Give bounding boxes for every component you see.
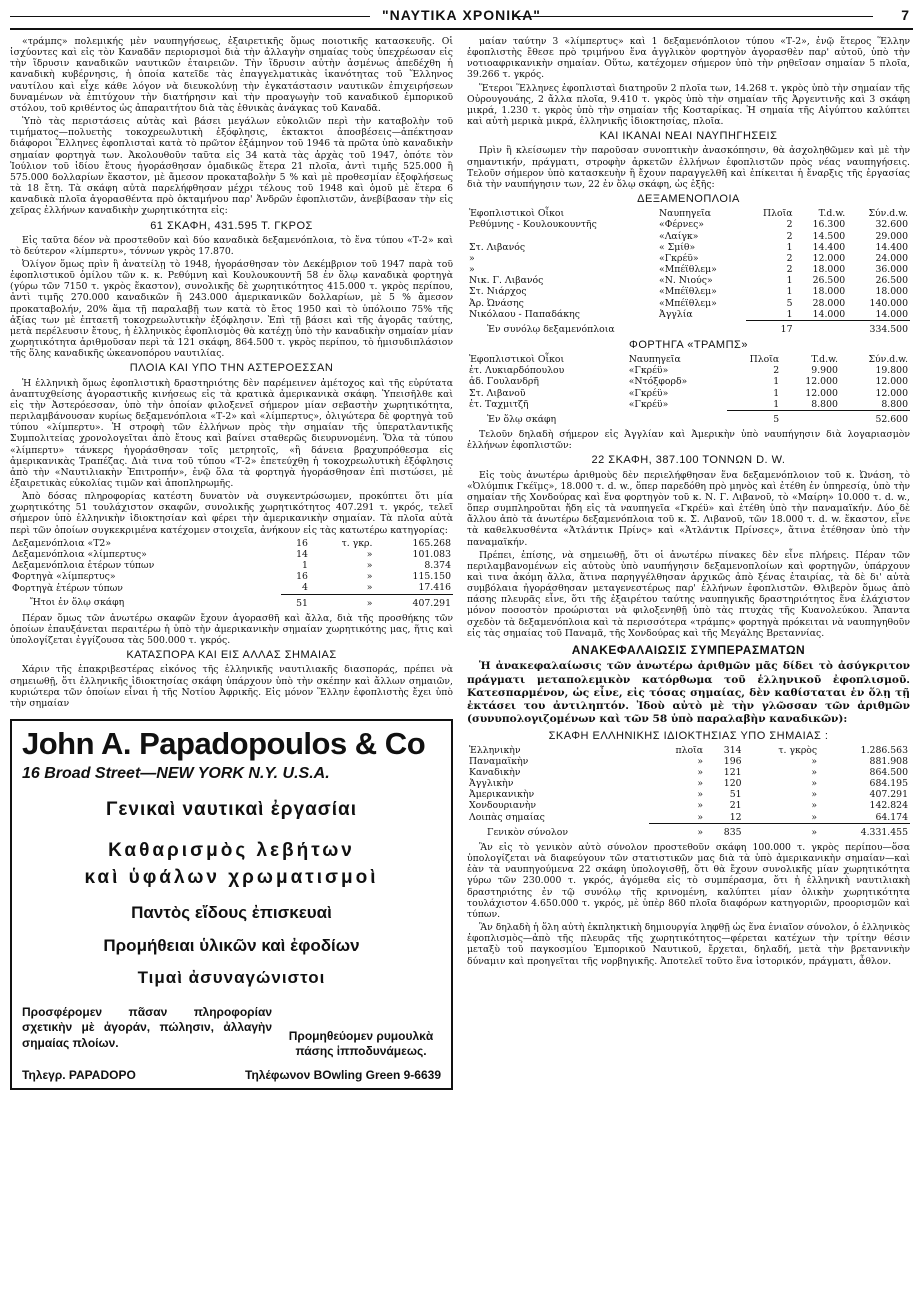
cell: 2 (786, 230, 793, 242)
cell: 1 (302, 560, 308, 572)
table-total-row (467, 320, 910, 335)
subheading: ΣΚΑΦΗ ΕΛΛΗΝΙΚΗΣ ΙΔΙΟΚΤΗΣΙΑΣ ΥΠΟ ΣΗΜΑΙΑΣ : (548, 729, 829, 742)
advertisement (10, 719, 453, 1090)
table-row (467, 219, 910, 230)
cell: 2 (786, 264, 793, 276)
cell: 165.268 (412, 537, 451, 549)
table-row (467, 756, 910, 767)
table-row (467, 767, 910, 778)
table-row (467, 812, 910, 824)
cell: 5 (727, 410, 781, 425)
cell: 12.000 (875, 376, 908, 388)
subheading: ΔΕΞΑΜΕΝΟΠΛΟΙΑ (637, 193, 740, 206)
cell: Φορτηγὰ ἑτέρων τύπων (12, 582, 123, 594)
table-row: Δεξαμενόπλοια «λίμπερτυς» 14 » 101.083 (12, 548, 451, 560)
cell: 120 (723, 778, 742, 790)
cell: » (469, 252, 475, 264)
cell: 1 (786, 308, 793, 320)
cell: Ρεθύμνης - Κουλουκουντῆς (469, 219, 597, 231)
table-total-row (467, 410, 910, 425)
column-header: Ναυπηγεῖα (628, 354, 681, 366)
table-row: Δεξαμενόπλοια ἑτέρων τύπων 1 » 8.374 (12, 560, 451, 572)
cell: Ἐν συνόλῳ δεξαμενόπλοια (487, 323, 615, 335)
cell: 64.174 (875, 811, 908, 823)
table-row (467, 745, 910, 756)
column-header: T.d.w. (811, 354, 838, 366)
cell: 835 (705, 823, 743, 838)
cell: 121 (723, 767, 742, 778)
cell: 18.000 (875, 286, 908, 298)
unit: τ. γκρ. (341, 537, 373, 549)
table-row: Φορτηγὰ ἑτέρων τύπων 4 » 17.416 (12, 582, 451, 594)
cell: 12.000 (875, 387, 908, 399)
table-row (467, 264, 910, 275)
cell: Στ. Λιβανός (469, 241, 526, 253)
table-row (467, 388, 910, 399)
page-number: 7 (901, 7, 909, 23)
paragraph: Πέραν ὅμως τῶν ἀνωτέρω σκαφῶν ἔχουν ἀγορασθῆ καὶ ἄλλα, διὰ τῆς προσθήκης τῶν ὁποίων ἐπαυξάνεται περαιτέρω ἡ ὑπὸ τὴν ἀμερικανικὴν σημαίαν χωρητικότης μας, ἥτις καὶ ὑπολογίζεται ἐγγίζουσα τὰς 500.000 τ. γκρός. (10, 612, 453, 647)
cell: Χονδουριανὴν (469, 800, 536, 812)
paragraph: Εἰς τοὺς ἀνωτέρω ἀριθμοὺς δὲν περιελήφθησαν ἕνα δεξαμενόπλοιον τοῦ κ. Ὠνάση, τὸ «Ὀλύμπικ Γκέϊμς», 18.000 τ. d. w., ὅπερ παρεδόθη πρὸ μηνὸς καὶ ἐτέθη ἐν ὑπηρεσίᾳ, ὑπὸ τὴν σημαίαν τῆς Χονδούρας καὶ ἕνα φορτηγὸν τοῦ κ. Ν. Γ. Λιβανοῦ, τὸ «Μαίρη» 10.000 τ. d. w., ὅπερ συμπληροῦται ἤδη εἰς τὰ ναυπηγεῖα «Γκρέϋ» καὶ ἐτέθη ὑπὸ τὴν παναμαϊκήν. Δύο δὲ ἄλλου ἀπὸ τὰ ἀνωτέρω δεξαμενόπλοια τοῦ κ. Σ. Λιβανοῦ, τῶν 18.000 τ. d. w. ἕκαστον, εἶνε τὰ καθελκυσθέντα «Ἀτλάντικ Πρίνς» καὶ «Ἀτλάντικ Πρίνσες», ἅτινα ἐτέθησαν ὑπὸ τὴν παναμαϊκήν. (467, 469, 910, 548)
table-row (467, 231, 910, 242)
cell: » (811, 811, 818, 823)
table-row (467, 778, 910, 789)
table-total-row: Ἤτοι ἐν ὅλῳ σκάφη 51 » 407.291 (10, 594, 453, 609)
cell: « Σμίθ» (659, 241, 696, 253)
table-row (467, 253, 910, 264)
cell: 115.150 (412, 571, 451, 583)
paragraph: Ἂν δηλαδὴ ἡ ὅλη αὐτὴ ἐκπληκτικὴ δημιουργία ληφθῇ ὡς ἕνα ἑνιαῖον σύνολον, ὁ ἑλληνικὸς ἐφοπλισμὸς—ἀπὸ τῆς πλευρᾶς τῆς χωρητικότητος—φέρεται κατέχων τὴν τρίτην θέσιν μεταξὺ τοῦ παγκοσμίου Ἐμπορικοῦ Ναυτικοῦ, ἔρχεται, δηλαδή, μετὰ τὴν βρεταννικὴν δύναμιν καὶ προηγεῖται τῆς νορβηγικῆς. Ἀποτελεῖ τοῦτο ἕνα ἱστορικόν, πράγματι, ἆθλον. (467, 922, 910, 967)
cell: 4.331.455 (819, 823, 910, 838)
cell: 29.000 (875, 230, 908, 242)
paragraph: μαίαν ταύτην 3 «λίμπερτυς» καὶ 1 δεξαμενόπλοιον τύπου «Τ-2», ἐνῷ ἕτερος Ἕλλην ἐφοπλιστὴς ἔθεσε πρὸ τριμήνου ἕνα ἀγγλικὸν φορτηγὸν ἀγορασθὲν παρ' αὐτοῦ, ὑπὸ τὴν νοτιοαφρικανικὴν σημαίαν. Οὕτω, κατέχομεν σήμερον ὑπὸ τὴν ρηθεῖσαν σημαίαν 5 πλοῖα, 39.266 τ. γκρός. (467, 36, 910, 81)
cell: Δεξαμενόπλοια «Τ2» (12, 537, 112, 549)
ad-address: 16 Broad Street—NEW YORK N.Y. U.S.A. (22, 765, 330, 783)
cell: 8.374 (424, 560, 451, 572)
cell: 28.000 (812, 297, 846, 309)
cell: Δεξαμενόπλοια ἑτέρων τύπων (12, 560, 155, 572)
column-header: Ἐφοπλιστικοὶ Οἶκοι (469, 354, 565, 366)
cell: » (811, 778, 818, 790)
cell: «Γκρέϋ» (628, 365, 669, 377)
cell: 32.600 (875, 219, 908, 231)
column-header: Πλοῖα (749, 354, 780, 366)
cell: 864.500 (869, 767, 908, 778)
paragraph: «τράμπς» πολεμικής μὲν ναυπηγήσεως, ἐξαιρετικῆς ὅμως ποιοτικῆς κατασκευῆς. Οἱ ἰσχύοντες καὶ εἰς τὸν Καναδᾶν περιορισμοὶ διὰ τὴν ἀλλαγὴν σημαίας τοὺς ὑπεχρέωσαν εἰς τὴν ἵδρυσιν καναδικῶν ναυτικῶν ἑταιρειῶν. Τὴν ἵδρυσιν αὐτὴν ἀσμένως ἀπεδέχθη ἡ καναδικὴ κυβέρνησις, ἡ ὁποία κατεῖδε τὰς ἐπαγγελματικὰς ἱκανότητας τοῦ Ἕλληνος ναυτίλου καὶ εἶχε κάθε λόγον νὰ διευκολύνῃ τὴν ἐγκατάστασιν ναυτικῶν ἐπιχειρήσεων δυναμένων νὰ ἐπιτύχουν τὴν διατήρησιν καὶ τὴν προαγωγὴν τοῦ καναδικοῦ ἐμπορικοῦ στόλου, τοῦ κριθέντος ὡς ἀπαραιτήτου διὰ τὰς ἐθνικὰς ἀνάγκας τοῦ Καναδᾶ. (10, 36, 453, 114)
cell: 51 (281, 594, 310, 609)
paragraph: Εἰς ταῦτα δέον νὰ προστεθοῦν καὶ δύο καναδικὰ δεξαμενόπλοια, τὸ ἕνα τύπου «Τ-2» καὶ τὸ δεύτερον «λίμπερτυ», τόννων γκρὸς 17.870. (10, 234, 453, 257)
paragraph: Ὀλίγον ὅμως πρὶν ἢ ἀνατείλῃ τὸ 1948, ἠγοράσθησαν τὸν Δεκέμβριον τοῦ 1947 παρὰ τοῦ ἐφοπλιστικοῦ ὁμίλου τῶν κ. κ. Ρεθύμνη καὶ Κουλουκουντῆ 58 ἐν ὅλῳ καναδικὰ φορτηγὰ (γύρω τῶν 7150 τ. γκρὸς ἕκαστον), συνολικῆς δὲ χωρητικότητος 415.000 τ. γκρὸς περίπου, ἀντὶ τιμῆς 270.000 καναδικῶν ἢ 243.000 ἀμερικανικῶν δολλαρίων, μὲ 5 % ἄμεσον προκαταβολήν, 20% ἅμα τῇ παραλαβῇ των κατὰ τὸ ἔτος 1950 καὶ τὸ ὑπόλοιπο 75% τῆς ἀξίας των μὲ ἐπταετῆ τοκοχρεωλυτικὴν ἐξόφλησιν. Ἐπὶ τῇ βάσει καὶ τῆς ἀγορᾶς ταύτης, μετὰ περέλευσιν ἔτους, ἡ ἑλληνικὸς ἐφοπλισμὸς θὰ κατέχῃ ὑπὸ τὴν καναδικὴν σημαίαν μίαν χωρητικότητα ἀριθμοῦσαν περὶ τὰ 121 σκάφη, 864.500 τ. γκρὸς περίπου, τὸ ἡμισυδιπλάσιον τῆς ὅλης καναδικῆς ὠκεανοπόρου ναυτιλίας. (10, 259, 453, 360)
cell: 19.800 (875, 365, 908, 377)
table-header-row (467, 354, 910, 365)
paragraph: Ἡ ἀνακεφαλαίωσις τῶν ἀνωτέρω ἀριθμῶν μᾶς δίδει τὸ ἀσύγκριτον πράγματι μεταπολεμικὸν κατόρθωμα τοῦ ἑλληνικοῦ ἐφοπλισμοῦ. Κατεσπαρμένον, ὡς εἶνε, εἰς τόσας σημαίας, δὲν καθίσταται ἐν ὅλῃ τῇ ἐκτάσει του ἀντιληπτόν. Ἰδοὺ αὐτὸ μὲ τὴν γλῶσσαν τῶν ἀριθμῶν (συνυπολογιζομένων καὶ τῶν 58 ὑπὸ παραλαβὴν καναδικῶν): (467, 660, 910, 726)
table-row (10, 538, 453, 549)
subheading: ΚΑΤΑΣΠΟΡΑ ΚΑΙ ΕΙΣ ΑΛΛΑΣ ΣΗΜΑΙΑΣ (126, 649, 337, 662)
cell: Ἀμερικανικὴν (469, 789, 535, 801)
table-row (467, 298, 910, 309)
cell: » (811, 789, 818, 801)
table-row (467, 275, 910, 286)
column-header: Σύν.d.w. (868, 208, 908, 220)
cell: 881.908 (869, 755, 908, 767)
table-total-row: Γενικὸν σύνολον » 835 » 4.331.455 (467, 823, 910, 838)
subheading: ΚΑΙ ΙΚΑΝΑΙ ΝΕΑΙ ΝΑΥΠΗΓΗΣΕΙΣ (599, 130, 778, 143)
cell: «Μπέϊθλεμ» (659, 297, 717, 309)
right-column (467, 36, 910, 1291)
ad-telegraph: Τηλεγρ. PAPADOPO (22, 1067, 136, 1082)
cell: «Γκρέϋ» (628, 399, 669, 411)
paragraph: Χάριν τῆς ἐπακριβεστέρας εἰκόνος τῆς ἑλληνικῆς ναυτιλιακῆς διασποράς, πρέπει νὰ σημειωθῇ, ὅτι ἑλληνικῆς ἰδιοκτησίας σκάφη ὑπάρχουν ὑπὸ τὴν σκέπην καὶ ἄλλων σημαιῶν, κυριώτερα τῶν ὁποίων εἶναι ἡ τῆς Νοτίου Ἀφρικῆς. Εἰς μόνον Ἕλλην ἐφοπλιστὴς ἔχει ὑπὸ τὴν σημαίαν (10, 664, 453, 709)
cell: ἐτ. Ταχμιτζῆ (469, 399, 529, 411)
ad-line-part: καὶ ὑφάλων χρωματισμοὶ (84, 866, 379, 888)
cell: 36.000 (875, 264, 908, 276)
column-header: Ἐφοπλιστικοὶ Οἶκοι (469, 208, 565, 220)
column-header: T.d.w. (818, 208, 846, 220)
cell: Νικόλαου - Παπαδάκης (469, 308, 580, 320)
cell: 24.000 (875, 252, 908, 264)
cell: 16 (296, 571, 308, 583)
ad-line-part: Καθαρισμὸς λεβήτων (108, 840, 355, 862)
cell: 26.500 (875, 275, 908, 287)
cell: 684.195 (869, 778, 908, 790)
cell: 12.000 (805, 376, 838, 388)
ad-phone: Τηλέφωνον BOwling Green 9-6639 (245, 1067, 441, 1082)
cell: » (697, 789, 704, 801)
paragraph: Πρέπει, ἐπίσης, νὰ σημειωθῇ, ὅτι οἱ ἀνωτέρω πίνακες δὲν εἶνε πλήρεις. Πέραν τῶν περιλαμβανομένων εἰς αὐτοὺς ὑπὸ ναυπήγησιν δεξαμενοπλοίων καὶ φορτηγῶν, ὑπάρχουν καὶ τινα ἀκόμη ἄλλα, ἅτινα παρηγγέλθησαν ἀρχικῶς ἀπὸ ξένας ἑταιρίας, τὰ δὲ δι' αὐτὰ συμβόλαια ἠγοράσθησαν μεταγενεστέρως παρ' ἑλλήνων ἐφοπλιστῶν. Θλιβερὸν ὅμως ἀπὸ πάσης πλευρᾶς εἶνε, ὅτι τῆς ἐξαιρέτου ταύτης ναυπηγικῆς δραστηριότητος ἕνα ἐλάχιστον μόνον ποσοστὸν προώρισται νὰ φιλοξενηθῇ ὑπὸ τὰς πτυχὰς τῆς Κυανολεύκου. Ἅπαντα σχεδὸν τὰ δεξαμενόπλοια καὶ τὰ περισσότερα «τράμπς» φορτηγὰ πρόκειται νὰ ναυπηγηθοῦν εἰς τὰς σημαίας τοῦ Παναμᾶ, τῆς Χονδούρας καὶ τῆς Μεγάλης Βρεταννίας. (467, 549, 910, 639)
cell: 12.000 (812, 252, 846, 264)
ad-line: Προμήθειαι ὑλικῶν καὶ ἐφοδίων (103, 935, 360, 955)
cell: Γενικὸν σύνολον (487, 826, 568, 838)
cell: 1 (773, 398, 780, 410)
cell: 196 (723, 755, 742, 767)
cell: 4 (302, 582, 308, 594)
table-row (467, 789, 910, 800)
cell: 407.291 (869, 789, 908, 801)
cell: 17.416 (418, 582, 451, 594)
ad-company-name: John A. Papadopoulos & Co (22, 726, 426, 761)
cell: 14.000 (812, 308, 846, 320)
cell: 314 (723, 744, 742, 756)
cell: 407.291 (374, 594, 453, 609)
cell: 2 (786, 219, 793, 231)
cell: » (469, 264, 475, 276)
ad-line: Παντὸς εἴδους ἐπισκευαὶ (131, 903, 332, 923)
cell: » (697, 755, 704, 767)
paragraph: Τελοῦν δηλαδὴ σήμερον εἰς Ἀγγλίαν καὶ Ἀμερικὴν ὑπὸ ναυπήγησιν διὰ λογαριασμὸν ἑλλήνων ἐφοπλιστῶν: (467, 429, 910, 452)
table-row (467, 399, 910, 411)
cell: » (697, 811, 704, 823)
cell: 142.824 (869, 800, 908, 812)
subheading: ΦΟΡΤΗΓΑ «ΤΡΑΜΠΣ» (629, 338, 748, 351)
cell: 14.400 (812, 241, 846, 253)
table-row (467, 800, 910, 811)
cell: Ἑλληνικὴν (469, 744, 521, 756)
column-header: Σύν.d.w. (868, 354, 908, 366)
table-row: Φορτηγὰ «λίμπερτυς» 16 » 115.150 (12, 571, 451, 583)
cell: «Γκρέϋ» (628, 387, 669, 399)
cell: 2 (786, 252, 793, 264)
cell: 12.000 (805, 387, 838, 399)
cell: «Γκρέϋ» (659, 252, 699, 264)
tramps-table (467, 354, 910, 425)
paragraph: Ἕτεροι Ἕλληνες ἐφοπλισταὶ διατηροῦν 2 πλοῖα των, 14.268 τ. γκρὸς ὑπὸ τὴν σημαίαν τῆς Οὐρουγουάης, 2 ἄλλα πλοῖα, 9.410 τ. γκρὸς ὑπὸ τὴν σημαίαν τῆς Ἀργεντινῆς καὶ 3 σκάφη μικρά, 1.230 τ. γκρὸς ὑπὸ τὴν σημαίαν τῆς Κοσταρίκας. Ἡ σημαία τῆς Αἰγύπτου καλύπτει καὶ αὐτὴ μερικὰ μικρά, ἑλληνικῆς ἰδιοκτησίας, πλοῖα. (467, 82, 910, 128)
ad-offer: Προσφέρομεν πᾶσαν πληροφορίαν σχετικὴν μὲ ἀγοράν, πώλησιν, ἀλλαγὴν σημαίας πλοίων. (22, 1004, 272, 1050)
cell: 8.800 (881, 398, 908, 410)
cell: «Μπέϊθλεμ» (659, 286, 717, 298)
ad-line: Γενικαὶ ναυτικαὶ ἐργασίαι (105, 799, 357, 821)
table-row (467, 286, 910, 297)
subheading: ΠΛΟΙΑ ΚΑΙ ΥΠΟ ΤΗΝ ΑΣΤΕΡΟΕΣΣΑΝ (129, 362, 334, 375)
cell: 16.300 (812, 219, 846, 231)
subheading: 22 ΣΚΑΦΗ, 387.100 ΤΟΝΝΩΝ D. W. (591, 454, 786, 467)
section-heading: ΑΝΑΚΕΦΑΛΑΙΩΣΙΣ ΣΥΜΠΕΡΑΣΜΑΤΩΝ (571, 642, 806, 657)
cell: «Ν. Νιούς» (659, 275, 713, 287)
cell: 5 (786, 297, 793, 309)
cell: ἐτ. Λυκιαρδόπουλου (469, 365, 565, 377)
cell: ἀδ. Γουλανδρῆ (469, 376, 539, 388)
table-row (467, 376, 910, 387)
cell: 1 (786, 286, 793, 298)
cell: 21 (729, 800, 742, 812)
cell: 1 (773, 376, 780, 388)
cell: 1 (786, 275, 793, 287)
tankers-table (467, 208, 910, 335)
paragraph: Ἂν εἰς τὸ γενικὸν αὐτὸ σύνολον προστεθοῦν σκάφη 100.000 τ. γκρὸς περίπου—ὅσα ὑπολογίζεται νὰ διαφεύγουν τῶν στατιστικῶν μας διὰ τὰ ὑπὸ ἀμερικανικὴν σημαίαν—καὶ ἐὰν τὰ ναυπηγούμενα 22 σκάφη ὑπολογισθῇ, ὅτι θὰ ἔχουν συνολικῆς μίαν χωρητικότητα γύρω τῶν 230.000 τ. γκρός, ἀγόμεθα εἰς τὸ συμπέρασμα, ὅτι ἡ ἑλληνικὴ ναυτιλιακὴ δραστηριότης ἐν τῷ συνόλῳ τῆς κρινομένη, καλύπτει μίαν ὁλικὴν χωρητικότητα τουλάχιστον 4.650.000 τ. γκρός, μὲ ὑπὲρ 860 πλοῖα διαφόρων κατηγοριῶν, προορισμῶν καὶ τύπων. (467, 841, 910, 920)
flags-table (467, 745, 910, 838)
cell: Στ. Λιβανοῦ (469, 387, 526, 399)
cell: «Μπέϊθλεμ» (659, 264, 717, 276)
page-header (10, 6, 913, 30)
cell: 14.000 (875, 308, 908, 320)
ad-line: Τιμαὶ ἀσυναγώνιστοι (137, 968, 326, 988)
paragraph: Ἡ ἑλληνικὴ ὅμως ἐφοπλιστικὴ δραστηριότης δὲν παρέμεινεν ἀμέτοχος καὶ τῆς εὐρύτατα ἀναπτυχθείσης ἀγοραστικῆς κινήσεως εἰς τὰ κρατικὰ ἀμερικανικὰ σκάφη. Ὑπεισῆλθε καὶ εἰς τὴν Ἀστερόεσσαν, ὑπὸ τὴν ὁποίαν φιλοξενεῖ σήμερον μίαν σεβαστὴν χωρητικότητα, περιλαμβάνουσαν κυρίως δεξαμενόπλοια «Τ-2» καὶ «λίμπερτυς», ὀλιγώτερα δὲ φορτηγὰ τοῦ τύπου «λίμπερτυ». Ἡ στροφὴ τῶν ἑλλήνων πρὸς τὴν σημαίαν τῆς ὑπερατλαντικῆς Συμπολιτείας χρονολογεῖται ἀπὸ ἔτους καὶ βαίνει σταθερῶς διευρυνομένη. Ὅλα τὰ τύπου «λίμπερτυ» τάνκερς ἠγοράσθησαν τοῖς μετρητοῖς, «ἢ δάνεια βραχυπρόθεσμα εἰς ἀμερικανικὰς Τραπέζας. Διὰ τινα τοῦ τύπου «Τ-2» ἐπετεύχθη ἡ τοκοχρεωλυτικὴ ἐξόφλησις ἀπὸ τὴν «Ναυτιλιακὴν Ἐπιτροπήν», ἐνῷ ὅλα τὰ φορτηγὰ ἠγοράσθησαν ἐπὶ πιστώσει, μὲ ἐξαιρετικὰς εὐκολίας τιμῶν καὶ ἀποπληρωμῆς. (10, 377, 453, 489)
cell: 1 (773, 387, 780, 399)
subheading: 61 ΣΚΑΦΗ, 431.595 Τ. ΓΚΡΟΣ (150, 219, 313, 232)
cell: Δεξαμενόπλοια «λίμπερτυς» (12, 548, 147, 560)
table-row (467, 309, 910, 321)
ad-supply: Προμηθεύομεν ρυμουλκὰ πάσης ἱπποδυνάμεως. (288, 1028, 434, 1059)
cell: Παναμαϊκὴν (469, 755, 529, 767)
paragraph: Ὑπὸ τὰς περιστάσεις αὐτὰς καὶ βάσει μεγάλων εὐκολιῶν περὶ τὴν καταβολὴν τοῦ τιμήματος—πολυετὴς τοκοχρεωλυτικὴ ἐξόφλησις, ἐκτακτοι ἀποσβέσεις—ἀπέκτησαν διάφοροι Ἕλληνες ἐφοπλισταὶ κατὰ τὸ πρῶτον ἑξάμηνον τοῦ 1946 τὰ πρῶτα ὑπὸ καναδικὴν σημαίαν φορτηγὰ των. Ἀκολουθοῦν ταῦτα εἰς 34 κατὰ τὰς ἀρχὰς τοῦ 1947, ὁπότε τὸν Ἰούλιον τοῦ ἰδίου ἔτους ἠγοράσθησαν ὁμαδικῶς ἕτερα 21 πλοῖα, ἀντὶ τιμῆς 525.000 ἢ 575.000 δολλαρίων ἕκαστον, μὲ ἄμεσον προκαταβολὴν 5 % καὶ μὲ προθεσμίαν ἐξοφλήσεως τὰ 18 ἔτη. Τὰ σκάφη αὐτὰ παρελήφθησαν μέχρι τέλους τοῦ 1948 καὶ ὁμοῦ μὲ ἕτερα 6 καναδικὰ πλοῖα ἀγορασθέντα πρὸ ὀκταμήνου παρ' Ἀνδρῶν ἐφοπλιστῶν, ἀνεβίβασαν τὴν εἰς χεῖρας ἑλλήνων καναδικὴν χωρητικότητα εἰς: (10, 116, 453, 217)
cell: Ἐν ὅλῳ σκάφη (487, 413, 557, 425)
cell: 140.000 (869, 297, 908, 309)
column-header: Πλοῖα (762, 208, 793, 220)
left-column (10, 36, 453, 1291)
table-row (467, 365, 910, 376)
cell: 2 (773, 365, 780, 377)
cell: 16 (296, 537, 308, 549)
column-header: Ναυπηγεῖα (659, 208, 712, 220)
cell: Ἀγγλία (659, 308, 693, 320)
us-flag-table (10, 538, 453, 609)
cell: «Φέρνες» (659, 219, 704, 231)
cell: 51 (729, 789, 742, 801)
cell: 1.286.563 (860, 744, 908, 756)
cell: 52.600 (840, 410, 910, 425)
cell: 1 (786, 241, 793, 253)
cell: 9.900 (811, 365, 838, 377)
cell: » (697, 800, 704, 812)
cell: «Ντόξφορδ» (628, 376, 688, 388)
cell: Φορτηγὰ «λίμπερτυς» (12, 571, 116, 583)
cell: Ἤτοι ἐν ὅλῳ σκάφη (30, 597, 125, 609)
cell: Λοιπὰς σημαίας (469, 811, 545, 823)
newspaper-title: "ΝΑΥΤΙΚΑ ΧΡΟΝΙΚΑ" (382, 7, 541, 23)
ad-line (22, 838, 441, 891)
cell: 14.500 (812, 230, 846, 242)
cell: » (697, 778, 704, 790)
cell: Νικ. Γ. Λιβανός (469, 275, 544, 287)
cell: Καναδικὴν (469, 767, 521, 778)
cell: 18.000 (812, 286, 846, 298)
cell: 101.083 (412, 548, 451, 560)
cell (467, 231, 657, 242)
cell: πλοῖα (675, 744, 704, 756)
paragraph: Πρὶν ἢ κλείσωμεν τὴν παροῦσαν συνοπτικὴν ἀνασκόπησιν, θὰ ἀσχοληθῶμεν καὶ μὲ τὴν σημαντικήν, πράγματι, στροφὴν ἀρκετῶν ἑλλήνων ἐφοπλιστῶν πρὸς νέας ναυπηγήσεις. Τελοῦν σήμερον ὑπὸ κατασκευὴν ἢ ἔχουν παραγγελθῆ καὶ ἐπίκειται ἡ ἔναρξις τῆς ἐργασίας διὰ τὴν ναυπήγησιν των, 22 ἐν ὅλῳ σκάφη, ὡς ἑξῆς: (467, 145, 910, 190)
cell: Ἀρ. Ὠνάσης (469, 297, 524, 309)
cell: 8.800 (811, 398, 838, 410)
cell: 14 (296, 548, 308, 560)
cell: » (697, 767, 704, 778)
cell: «Λαίγκ» (659, 230, 699, 242)
cell: 18.000 (812, 264, 846, 276)
cell: τ. γκρὸς (778, 744, 818, 756)
cell: » (811, 800, 818, 812)
cell: » (811, 767, 818, 778)
cell: 26.500 (812, 275, 846, 287)
cell: 14.400 (875, 241, 908, 253)
table-header-row (467, 208, 910, 219)
cell: Στ. Νιάρχος (469, 286, 527, 298)
cell: 334.500 (847, 320, 910, 335)
cell: Ἀγγλικὴν (469, 778, 514, 790)
cell: 12 (729, 811, 742, 823)
table-row (467, 242, 910, 253)
paragraph: Ἀπὸ δόσας πληροφορίας κατέστη δυνατὸν νὰ συγκεντρώσωμεν, προκύπτει ὅτι μία χωρητικότης 51 τουλάχιστον σκαφῶν, συνολικῆς χωρητικότητος 407.291 τ. γκρός, τελεῖ σήμερον ὑπὸ ἑλληνικὴν ἰδιοκτησίαν καὶ φέρει τὴν ἀμερικανικὴν σημαίαν. Τὰ πλοῖα αὐτὰ περὶ τῶν ὁποίων συγκεκριμένα κατέχομεν στοιχεῖα, ἀνήκουν εἰς τὰς κατωτέρω κατηγορίας: (10, 491, 453, 536)
cell: » (811, 755, 818, 767)
cell: 17 (746, 320, 794, 335)
